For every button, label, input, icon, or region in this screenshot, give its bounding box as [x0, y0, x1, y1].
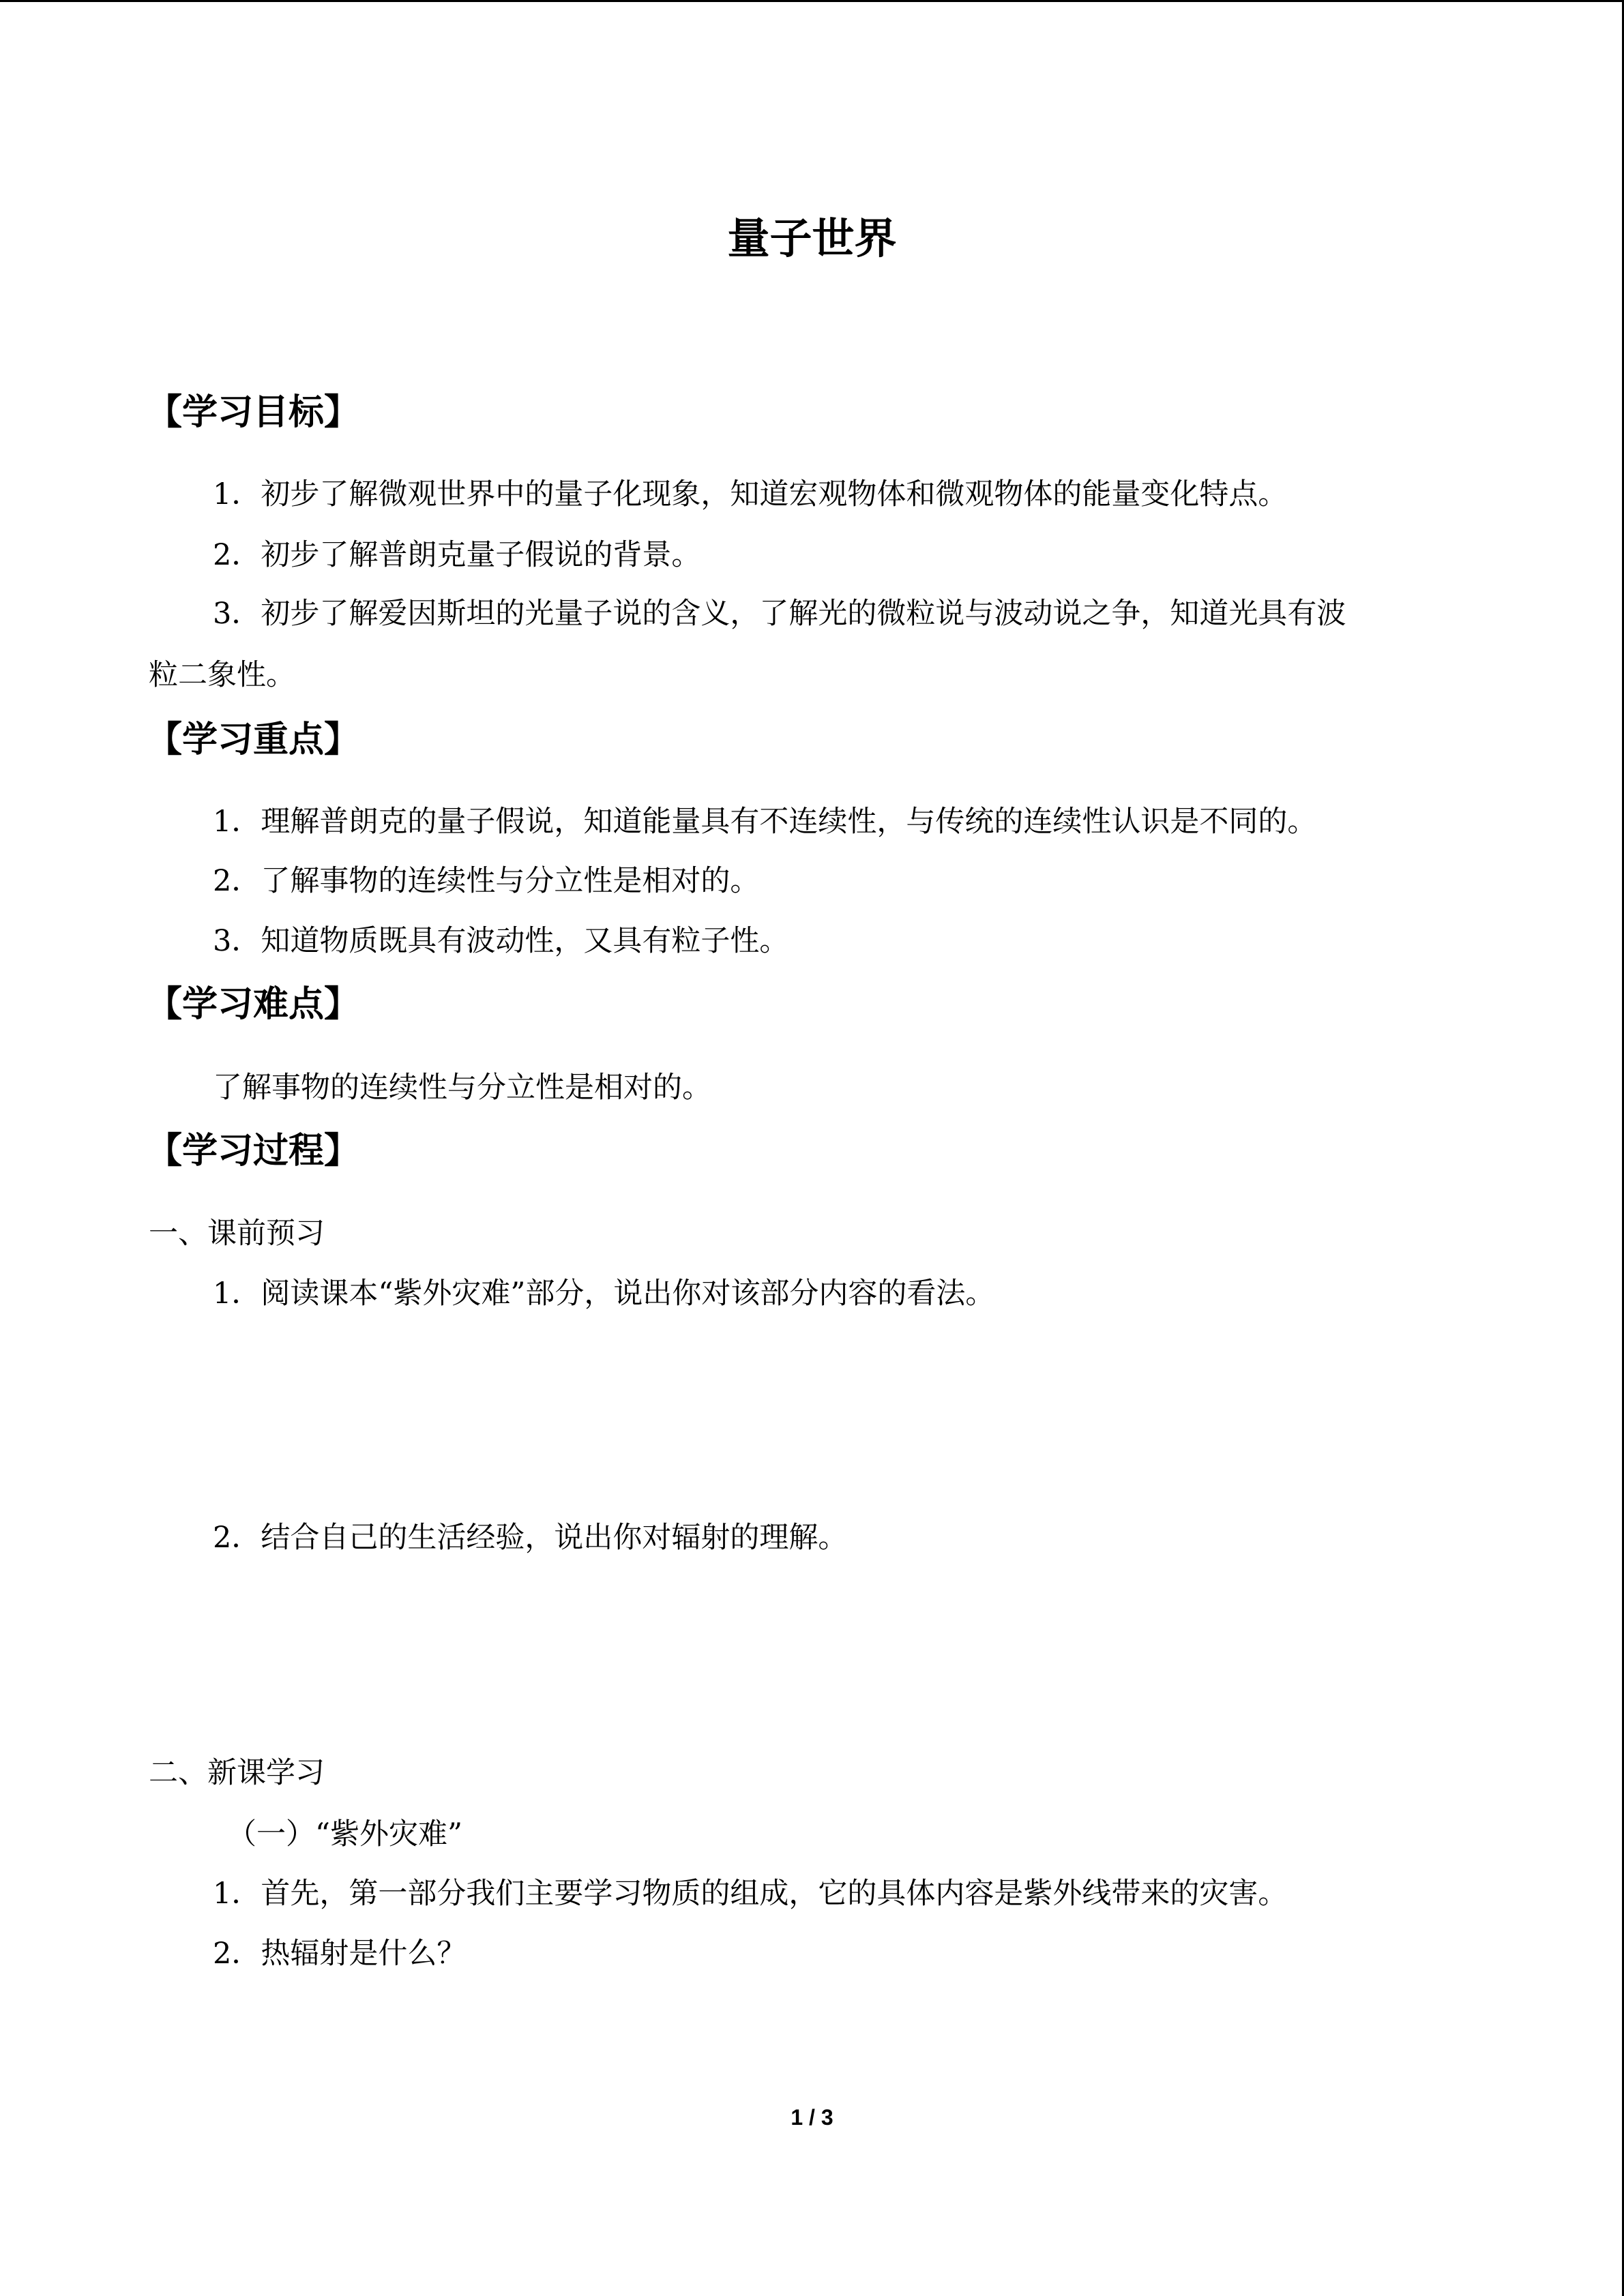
process-part2-item-1: 1．首先，第一部分我们主要学习物质的组成，它的具体内容是紫外线带来的灾害。 — [213, 1877, 1288, 1911]
section-heading-key-points: 【学习重点】 — [147, 719, 360, 760]
section-heading-process: 【学习过程】 — [147, 1130, 360, 1172]
objective-item-3: 3．初步了解爱因斯坦的光量子说的含义，了解光的微粒说与波动说之争，知道光具有波 — [213, 597, 1346, 631]
process-part2-item-2: 2．热辐射是什么？ — [213, 1937, 467, 1971]
objective-item-2: 2．初步了解普朗克量子假说的背景。 — [213, 538, 701, 572]
objective-item-3-continued: 粒二象性。 — [149, 658, 295, 692]
process-part1-title: 一、课前预习 — [149, 1217, 325, 1251]
document-title: 量子世界 — [727, 213, 897, 263]
process-part2-title: 二、新课学习 — [149, 1756, 325, 1790]
process-part1-item-2: 2．结合自己的生活经验，说出你对辐射的理解。 — [213, 1521, 848, 1555]
key-point-item-1: 1．理解普朗克的量子假说，知道能量具有不连续性，与传统的连续性认识是不同的。 — [213, 805, 1317, 839]
section-heading-objectives: 【学习目标】 — [147, 391, 360, 433]
difficulty-item-1: 了解事物的连续性与分立性是相对的。 — [213, 1071, 711, 1105]
key-point-item-2: 2．了解事物的连续性与分立性是相对的。 — [213, 864, 760, 898]
process-part2-subtitle: （一）“紫外灾难” — [227, 1817, 462, 1851]
section-heading-difficulties: 【学习难点】 — [147, 983, 360, 1025]
objective-item-1: 1．初步了解微观世界中的量子化现象，知道宏观物体和微观物体的能量变化特点。 — [213, 477, 1288, 511]
process-part1-item-1: 1．阅读课本“紫外灾难”部分，说出你对该部分内容的看法。 — [213, 1277, 995, 1311]
page-border-top — [0, 0, 1624, 2]
page-indicator: 1 / 3 — [791, 2105, 833, 2130]
key-point-item-3: 3．知道物质既具有波动性，又具有粒子性。 — [213, 924, 789, 958]
